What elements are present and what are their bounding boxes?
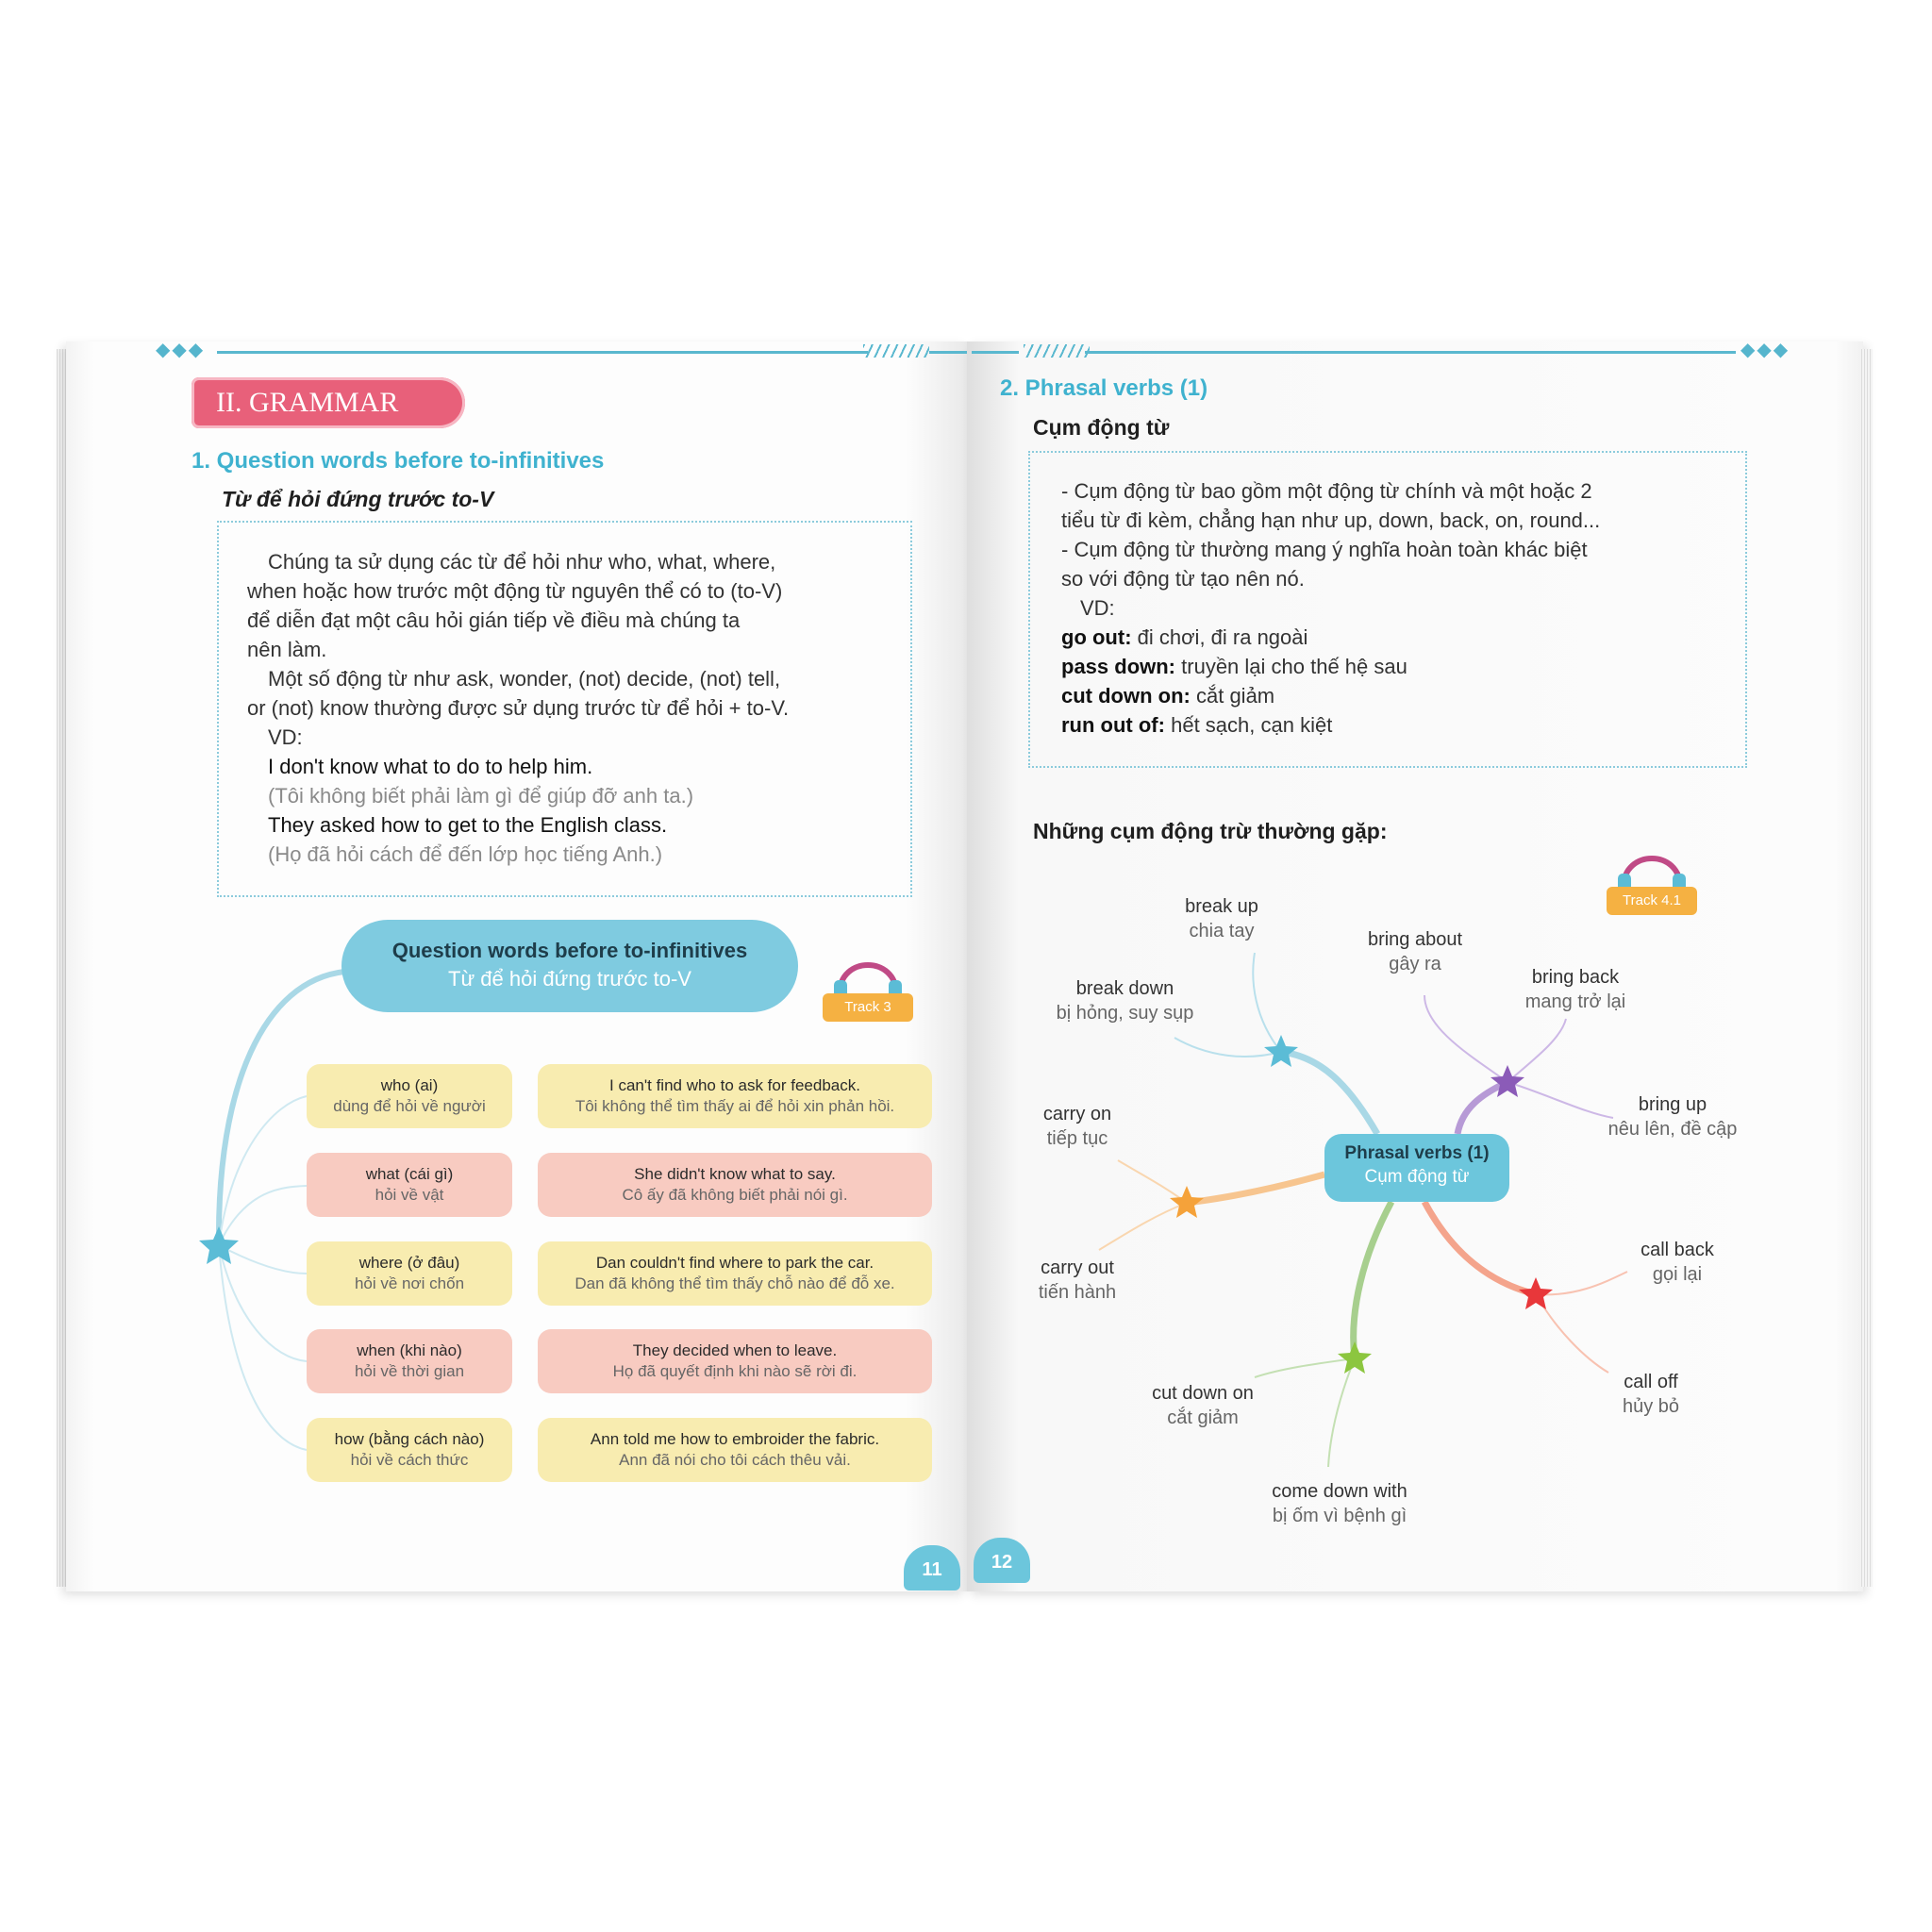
common-heading: Những cụm động trừ thường gặp: (1033, 819, 1388, 843)
example-vi: Tôi không thể tìm thấy ai để hỏi xin phản hồi. (575, 1097, 895, 1115)
node-en: carry out (1041, 1257, 1114, 1278)
node-vi: tiếp tục (1046, 1128, 1108, 1149)
diagram-title-vi: Từ để hỏi đứng trước to-V (448, 967, 691, 991)
node-call-back (1630, 1238, 1724, 1287)
track-label: Track 3 (823, 993, 913, 1022)
diamond-dots-left: ◆◆◆ (156, 340, 206, 360)
left-subheading: Từ để hỏi đứng trước to-V (222, 487, 494, 511)
intro-line: VD: (268, 725, 303, 749)
diagram-title-en: Question words before to-infinitives (391, 939, 748, 962)
node-vi: gây ra (1389, 954, 1441, 974)
intro-line: để diễn đạt một câu hỏi gián tiếp về điều mà chúng ta (247, 608, 741, 632)
qword-label: where (ở đâu) (358, 1254, 460, 1272)
node-en: break up (1185, 896, 1258, 917)
node-bring-up (1602, 1092, 1743, 1141)
node-en: cut down on (1152, 1383, 1254, 1404)
qword-label: what (cái gì) (365, 1165, 454, 1183)
node-vi: hủy bỏ (1622, 1396, 1680, 1417)
right-heading: 2. Phrasal verbs (1) (1000, 375, 1208, 401)
example-meaning: truyền lại cho thế hệ sau (1181, 655, 1407, 678)
intro-line: nên làm. (247, 638, 327, 661)
node-en: break down (1075, 978, 1174, 999)
example-sentence: They asked how to get to the English class. (268, 813, 668, 837)
example-translation: (Tôi không biết phải làm gì để giúp đỡ anh ta.) (268, 784, 694, 808)
node-en: carry on (1042, 1104, 1112, 1124)
center-subtitle: Cụm động từ (1364, 1167, 1470, 1187)
star-icon (1491, 1065, 1524, 1097)
node-vi: mang trở lại (1524, 991, 1626, 1012)
example-meaning: hết sạch, cạn kiệt (1171, 713, 1333, 737)
node-vi: tiến hành (1038, 1282, 1117, 1303)
node-vi: cắt giảm (1167, 1407, 1239, 1428)
node-call-off (1604, 1370, 1698, 1419)
example-en: Dan couldn't find where to park the car. (595, 1254, 874, 1272)
node-break-up (1170, 894, 1274, 943)
qword-label: how (bằng cách nào) (334, 1430, 485, 1448)
node-vi: chia tay (1189, 921, 1255, 941)
node-come-down-with (1255, 1479, 1424, 1528)
star-icon (1170, 1186, 1204, 1218)
page-number-right: 12 (974, 1538, 1030, 1583)
star-icon (1519, 1277, 1553, 1309)
node-en: come down with (1272, 1481, 1407, 1502)
left-heading: 1. Question words before to-infinitives (192, 448, 605, 474)
example-verb: go out: (1061, 625, 1132, 649)
intro-line: Một số động từ như ask, wonder, (not) decide, (not) tell, (268, 667, 781, 691)
qword-use: dùng để hỏi về người (333, 1097, 486, 1115)
intro-line: Chúng ta sử dụng các từ để hỏi như who, what, where, (268, 550, 776, 574)
example-vi: Ann đã nói cho tôi cách thêu vải. (619, 1451, 851, 1469)
track-label: Track 4.1 (1607, 887, 1697, 915)
intro-line: VD: (1080, 596, 1115, 620)
node-carry-out (1025, 1256, 1129, 1305)
node-bring-about (1349, 927, 1481, 976)
node-vi: bị ốm vì bệnh gì (1272, 1506, 1407, 1526)
node-en: bring back (1531, 967, 1620, 988)
node-en: bring up (1638, 1094, 1707, 1115)
intro-line: - Cụm động từ bao gồm một động từ chính và một hoặc 2 (1061, 479, 1592, 503)
intro-line: or (not) know thường được sử dụng trước từ để hỏi + to-V. (247, 696, 790, 720)
node-vi: nêu lên, đề cập (1607, 1119, 1738, 1140)
example-sentence: I don't know what to do to help him. (268, 755, 593, 778)
example-en: I can't find who to ask for feedback. (609, 1076, 860, 1094)
node-en: bring about (1367, 929, 1463, 950)
intro-line: so với động từ tạo nên nó. (1061, 567, 1305, 591)
node-vi: gọi lại (1652, 1264, 1703, 1285)
qword-use: hỏi về vật (375, 1186, 444, 1204)
page-number-left: 11 (904, 1545, 960, 1591)
intro-line: tiểu từ đi kèm, chẳng hạn như up, down, back, on, round... (1061, 508, 1601, 532)
example-translation: (Họ đã hỏi cách để đến lớp học tiếng Anh.) (268, 842, 663, 866)
node-en: call back (1641, 1240, 1714, 1260)
example-vi: Họ đã quyết định khi nào sẽ rời đi. (612, 1362, 858, 1380)
example-verb: pass down: (1061, 655, 1176, 678)
node-carry-on (1030, 1102, 1124, 1151)
example-en: She didn't know what to say. (634, 1165, 836, 1183)
node-break-down (1042, 976, 1208, 1025)
diamond-dots-right: ◆◆◆ (1740, 340, 1790, 360)
qword-use: hỏi về cách thức (350, 1451, 469, 1469)
node-en: call off (1624, 1372, 1678, 1392)
qword-use: hỏi về thời gian (354, 1362, 465, 1380)
example-meaning: đi chơi, đi ra ngoài (1137, 625, 1308, 649)
node-vi: bị hỏng, suy sụp (1056, 1003, 1194, 1024)
qword-label: when (khi nào) (357, 1341, 462, 1359)
star-icon (1338, 1341, 1372, 1374)
example-meaning: cắt giảm (1195, 684, 1275, 708)
intro-line: - Cụm động từ thường mang ý nghĩa hoàn toàn khác biệt (1061, 538, 1588, 561)
example-verb: run out of: (1061, 713, 1165, 737)
star-icon (1264, 1035, 1298, 1067)
example-verb: cut down on: (1061, 684, 1191, 708)
mind-map-center (1324, 1134, 1509, 1202)
example-vi: Cô ấy đã không biết phải nói gì. (622, 1186, 848, 1204)
node-bring-back (1514, 965, 1637, 1014)
center-title: Phrasal verbs (1) (1344, 1143, 1490, 1163)
example-en: Ann told me how to embroider the fabric. (590, 1430, 880, 1448)
right-subheading: Cụm động từ (1033, 415, 1170, 440)
node-cut-down-on (1137, 1381, 1269, 1430)
qword-use: hỏi về nơi chốn (354, 1274, 465, 1292)
example-vi: Dan đã không thể tìm thấy chỗ nào để đỗ xe. (575, 1274, 895, 1292)
section-tag: II. GRAMMAR (192, 377, 465, 428)
qword-label: who (ai) (380, 1076, 439, 1094)
example-en: They decided when to leave. (632, 1341, 838, 1359)
intro-line: when hoặc how trước một động từ nguyên thể có to (to-V) (247, 579, 783, 603)
